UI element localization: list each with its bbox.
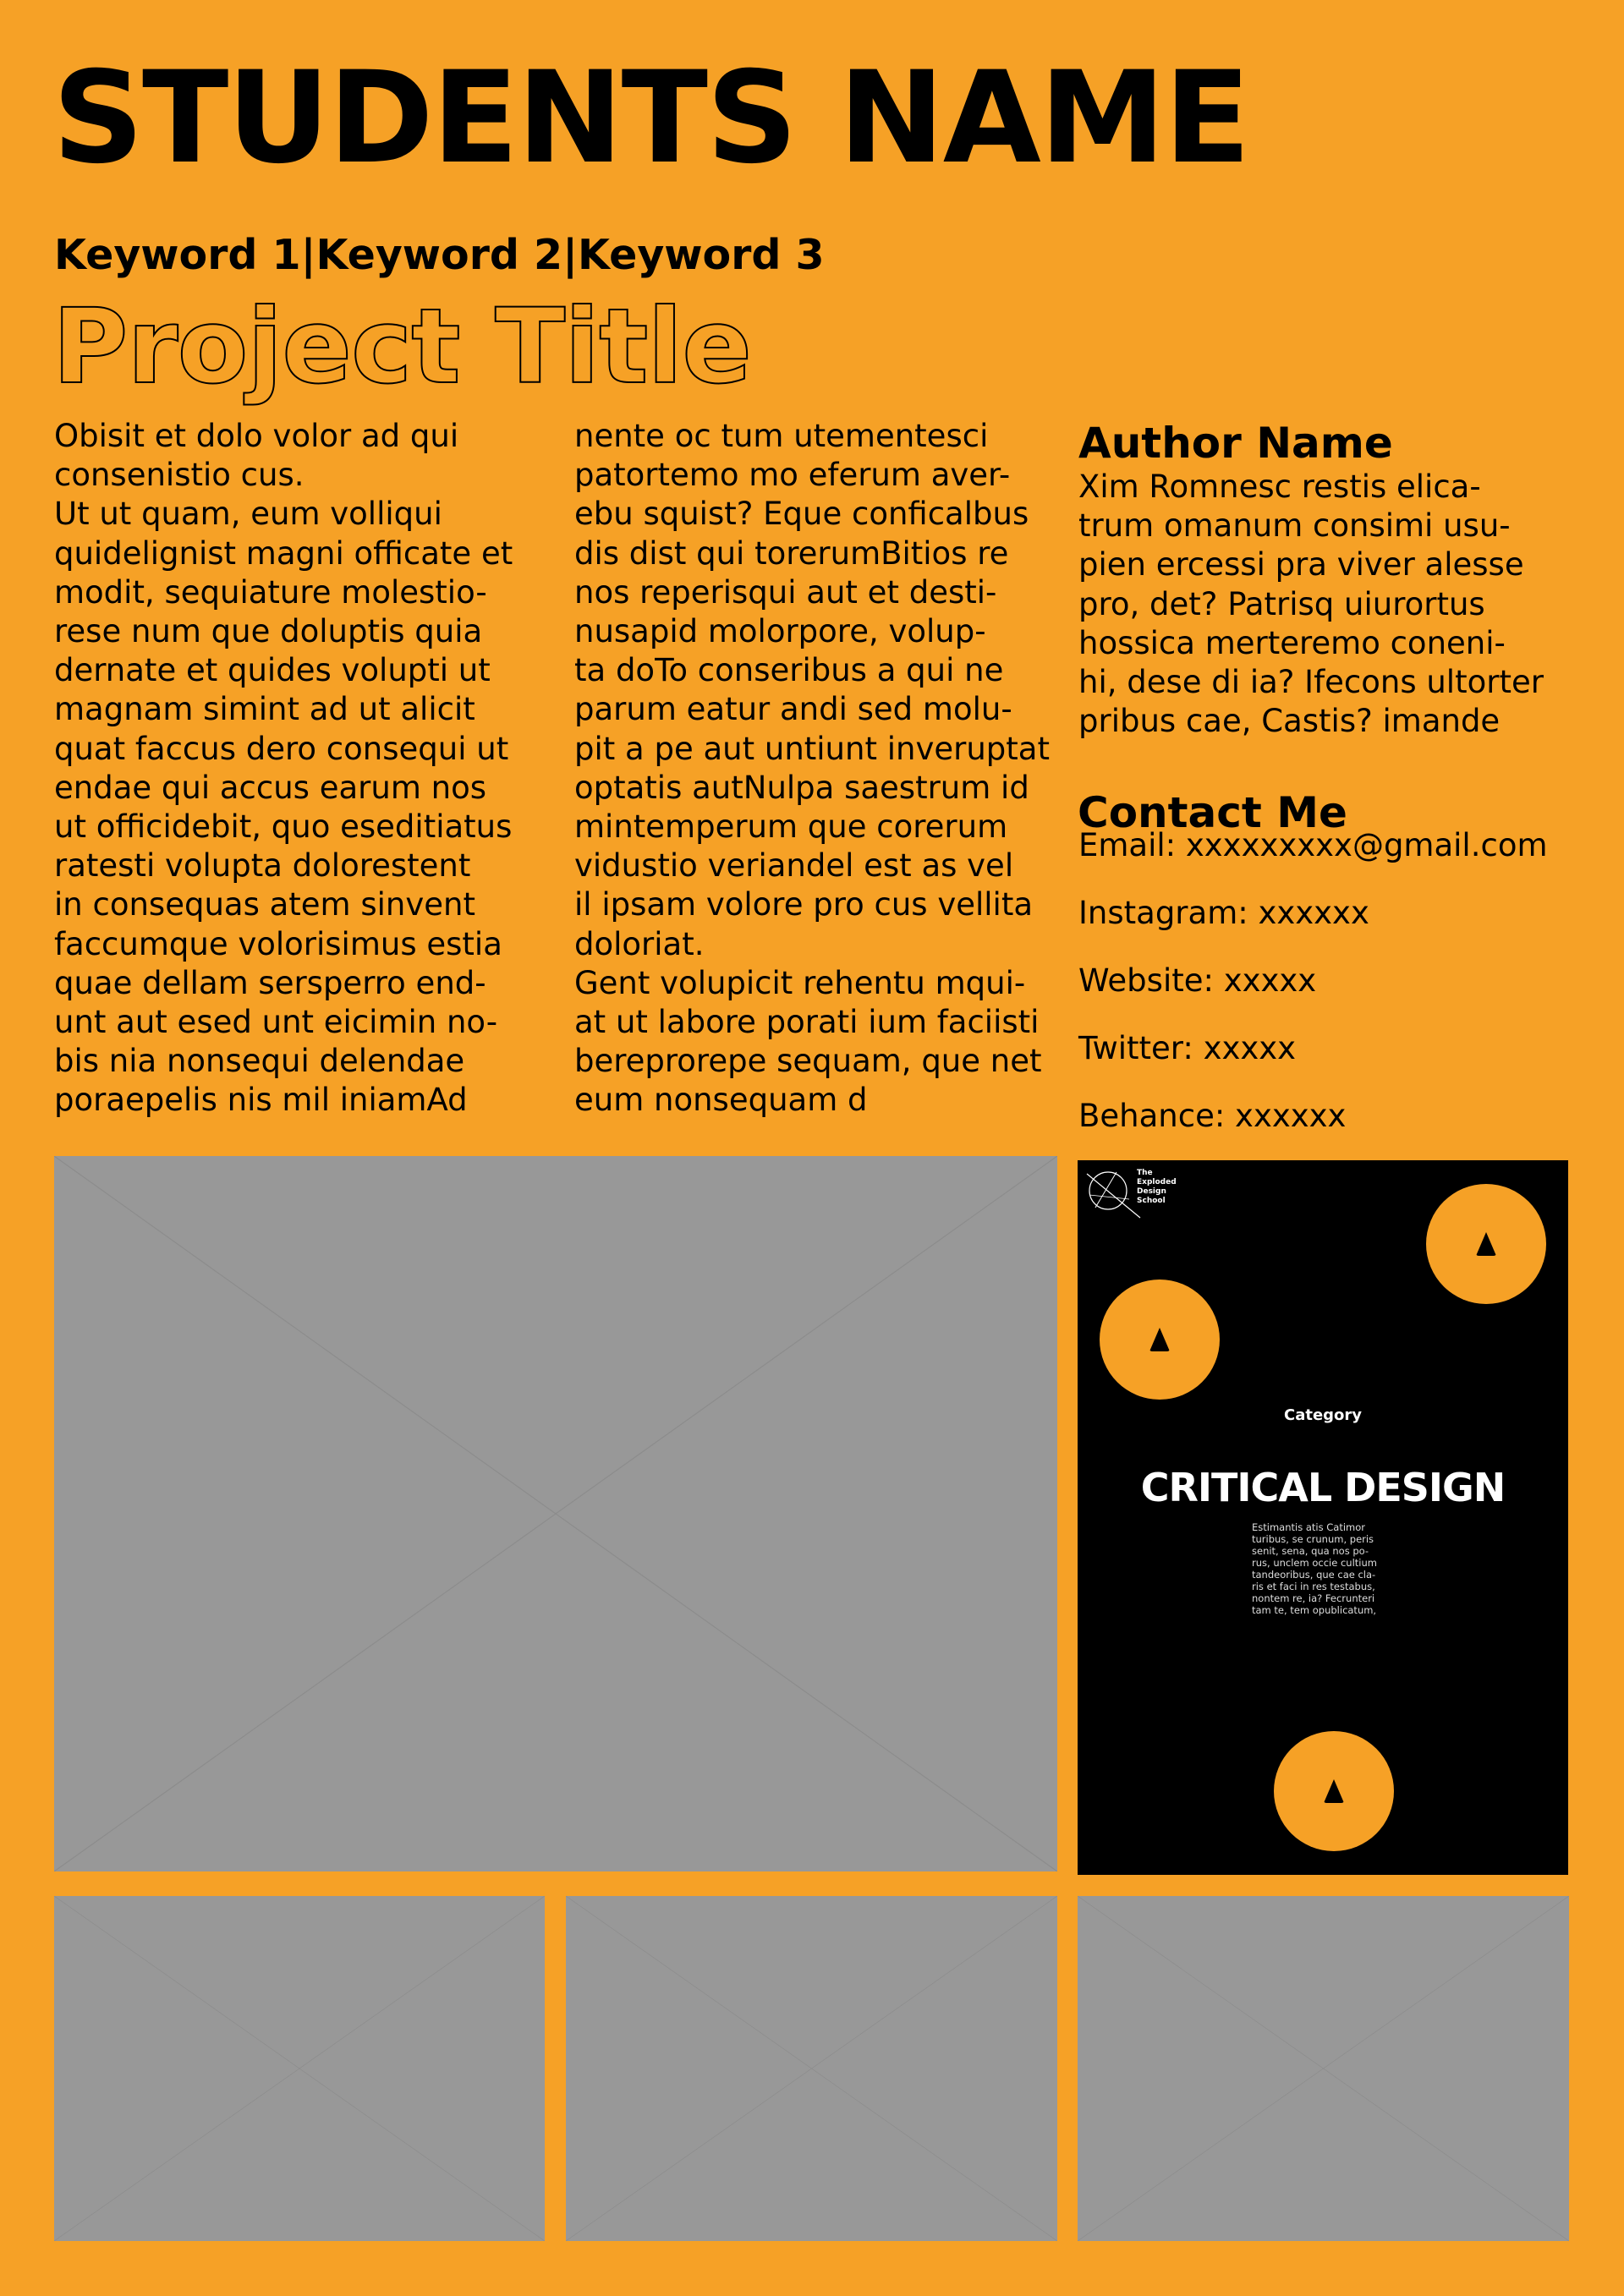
- poster-category: Category: [1283, 1406, 1363, 1424]
- placeholder-cross-icon: [1078, 1896, 1569, 2241]
- school-name: The Exploded Design School: [1137, 1169, 1177, 1205]
- poster-circle: [1100, 1280, 1220, 1400]
- placeholder-cross-icon: [54, 1896, 545, 2241]
- placeholder-cross-icon: [566, 1896, 1057, 2241]
- placeholder-cross-icon: [54, 1156, 1057, 1871]
- contact-instagram: Instagram: xxxxxx: [1078, 895, 1369, 931]
- author-bio: Xim Romnesc restis elica- trum omanum consimi usu- pien ercessi pra viver alesse pro, det? Patrisq uiurortus hossica merteremo coneni- hi, dese di ia? Ifecons ultorter pribus cae, Castis? imande: [1078, 469, 1544, 740]
- poster-circle: [1274, 1731, 1394, 1851]
- body-text-column-2: nente oc tum utementesci patortemo mo eferum aver- ebu squist? Eque conficalbus dis dist qui torerumBitios re nos reperisqui aut et desti- nusapid molorpore, volup- ta doTo conseribus a qui ne parum eatur andi sed molu- pit a pe aut untiunt inveruptat optatis autNulpa saestrum id mintemperum que corerum vidustio veriandel est as vel il ipsam volore pro cus vellita doloriat. Gent volupicit rehentu mqui- at ut labore porati ium faciisti bereprorepe sequam, que net eum nonsequam d: [574, 418, 1050, 1119]
- poster-title: CRITICAL DESIGN: [1140, 1465, 1506, 1510]
- school-logo-icon: [1083, 1165, 1142, 1225]
- triangle-icon: [1149, 1328, 1170, 1351]
- image-placeholder-small-3: [1078, 1896, 1569, 2241]
- image-placeholder-small-2: [566, 1896, 1057, 2241]
- poster-image: [1078, 1160, 1568, 1875]
- keywords-line: Keyword 1|Keyword 2|Keyword 3: [54, 231, 825, 279]
- triangle-icon: [1476, 1232, 1496, 1256]
- contact-twitter: Twitter: xxxxx: [1078, 1030, 1297, 1066]
- triangle-icon: [1324, 1779, 1344, 1803]
- students-name-heading: STUDENTS NAME: [52, 45, 1249, 192]
- contact-heading: Contact Me: [1078, 788, 1347, 837]
- project-title: Project Title: [52, 287, 751, 407]
- image-placeholder-large: [54, 1156, 1057, 1871]
- poster-body-text: Estimantis atis Catimor turibus, se crunum, peris senit, sena, qua nos po- rus, unclem occie cultium tandeoribus, que cae cla- ris et faci in res testabus, nontem re, ia? Fecrunteri tam te, tem opublicatum,: [1252, 1521, 1377, 1616]
- contact-website: Website: xxxxx: [1078, 962, 1317, 999]
- image-placeholder-small-1: [54, 1896, 545, 2241]
- contact-behance: Behance: xxxxxx: [1078, 1098, 1347, 1134]
- body-text-column-1: Obisit et dolo volor ad qui consenistio cus. Ut ut quam, eum volliqui quidelignist magni officate et modit, sequiature molestio- rese num que doluptis quia dernate et quides volupti ut magnam simint ad ut alicit quat faccus dero consequi ut endae qui accus earum nos ut officidebit, quo eseditiatus ratesti volupta dolorestent in consequas atem sinvent faccumque volorisimus estia quae dellam sersperro end- unt aut esed unt eicimin no- bis nia nonsequi delendae poraepelis nis mil iniamAd: [54, 418, 513, 1119]
- author-name-heading: Author Name: [1078, 419, 1393, 468]
- contact-email: Email: xxxxxxxxx@gmail.com: [1078, 827, 1548, 863]
- poster-circle: [1426, 1184, 1546, 1304]
